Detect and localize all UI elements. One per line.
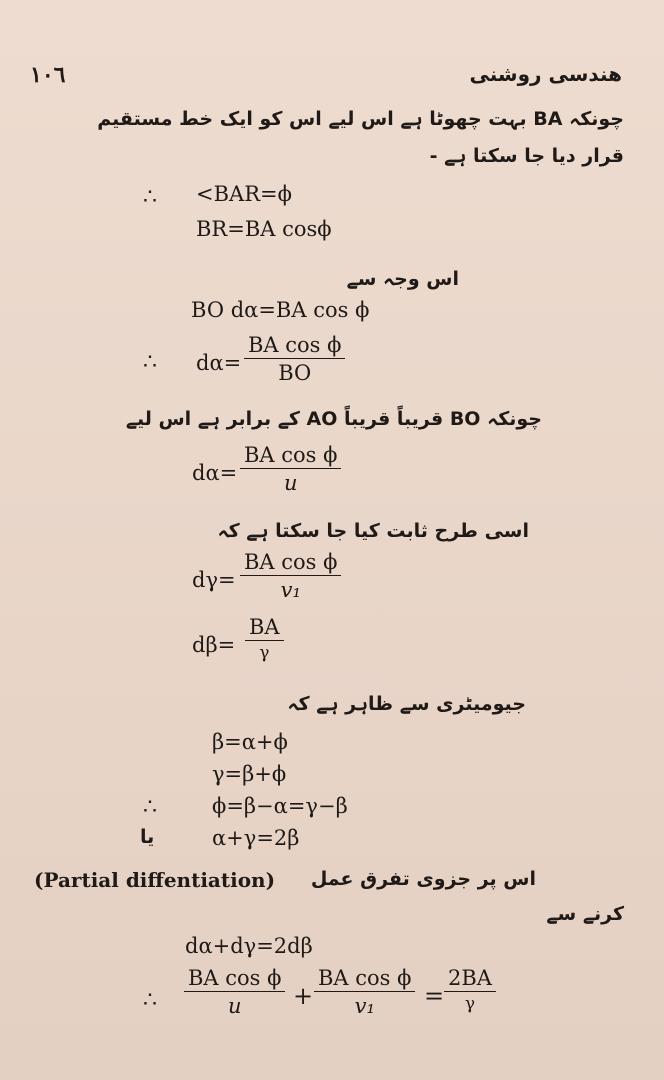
equation: ϕ=β−α=γ−β <box>212 794 348 818</box>
equation-lhs: dα= <box>196 351 242 375</box>
equation: γ=β+ϕ <box>212 762 287 786</box>
fraction-denominator: u <box>227 994 242 1018</box>
equation: β=α+ϕ <box>212 730 288 754</box>
english-term: (Partial diffentiation) <box>34 868 276 892</box>
fraction-numerator: BA cos ϕ <box>184 966 285 992</box>
paragraph-line: قرار دیا جا سکتا ہے - <box>429 145 624 167</box>
equation: dα+dγ=2dβ <box>185 934 313 958</box>
fraction-denominator: γ <box>464 994 476 1014</box>
fraction-numerator: BA <box>245 615 284 641</box>
fraction-numerator: 2BA <box>444 966 496 992</box>
fraction <box>184 966 285 1018</box>
equation-lhs: dβ= <box>192 633 236 657</box>
paragraph-line: اس پر جزوی تفرق عمل <box>310 868 536 890</box>
fraction-denominator: u <box>283 471 298 495</box>
fraction <box>245 615 284 663</box>
equation-lhs: dγ= <box>192 568 236 592</box>
fraction <box>314 966 415 1018</box>
therefore-symbol: ∴ <box>143 185 157 210</box>
fraction <box>444 966 496 1014</box>
therefore-symbol: ∴ <box>143 350 157 375</box>
equation: BR=BA cosϕ <box>196 217 332 241</box>
fraction <box>240 550 341 602</box>
fraction <box>244 333 345 385</box>
paragraph-line: کرنے سے <box>546 903 624 925</box>
fraction-denominator: v₁ <box>354 994 375 1018</box>
paragraph-line: چونکہ BO قریباً قریباً AO کے برابر ہے اس لیے <box>125 408 542 430</box>
page-header-title: هندسی روشنی <box>469 62 622 86</box>
equation: α+γ=2β <box>212 826 300 850</box>
therefore-symbol: ∴ <box>143 795 157 820</box>
therefore-symbol: ∴ <box>143 988 157 1013</box>
fraction-numerator: BA cos ϕ <box>244 333 345 359</box>
fraction-numerator: BA cos ϕ <box>314 966 415 992</box>
equals-sign: = <box>424 982 445 1010</box>
equation-lhs: dα= <box>192 461 238 485</box>
plus-sign: + <box>293 982 314 1010</box>
equation: BO dα=BA cos ϕ <box>191 298 370 322</box>
equation: <BAR=ϕ <box>196 182 292 206</box>
or-word: یا <box>140 826 155 848</box>
fraction-denominator: v₁ <box>280 578 301 602</box>
fraction-numerator: BA cos ϕ <box>240 550 341 576</box>
fraction-denominator: γ <box>259 643 270 663</box>
paragraph-line: اس وجہ سے <box>346 268 459 290</box>
fraction-numerator: BA cos ϕ <box>240 443 341 469</box>
paragraph-line: اسی طرح ثابت کیا جا سکتا ہے کہ <box>217 520 529 542</box>
fraction-denominator: BO <box>278 361 312 385</box>
page-number: ١٠٦ <box>30 62 66 88</box>
paragraph-line: چونکہ BA بہت چھوٹا ہے اس لیے اس کو ایک خط مستقیم <box>97 108 624 130</box>
paragraph-line: جیومیٹری سے ظاہر ہے کہ <box>287 693 526 715</box>
fraction <box>240 443 341 495</box>
